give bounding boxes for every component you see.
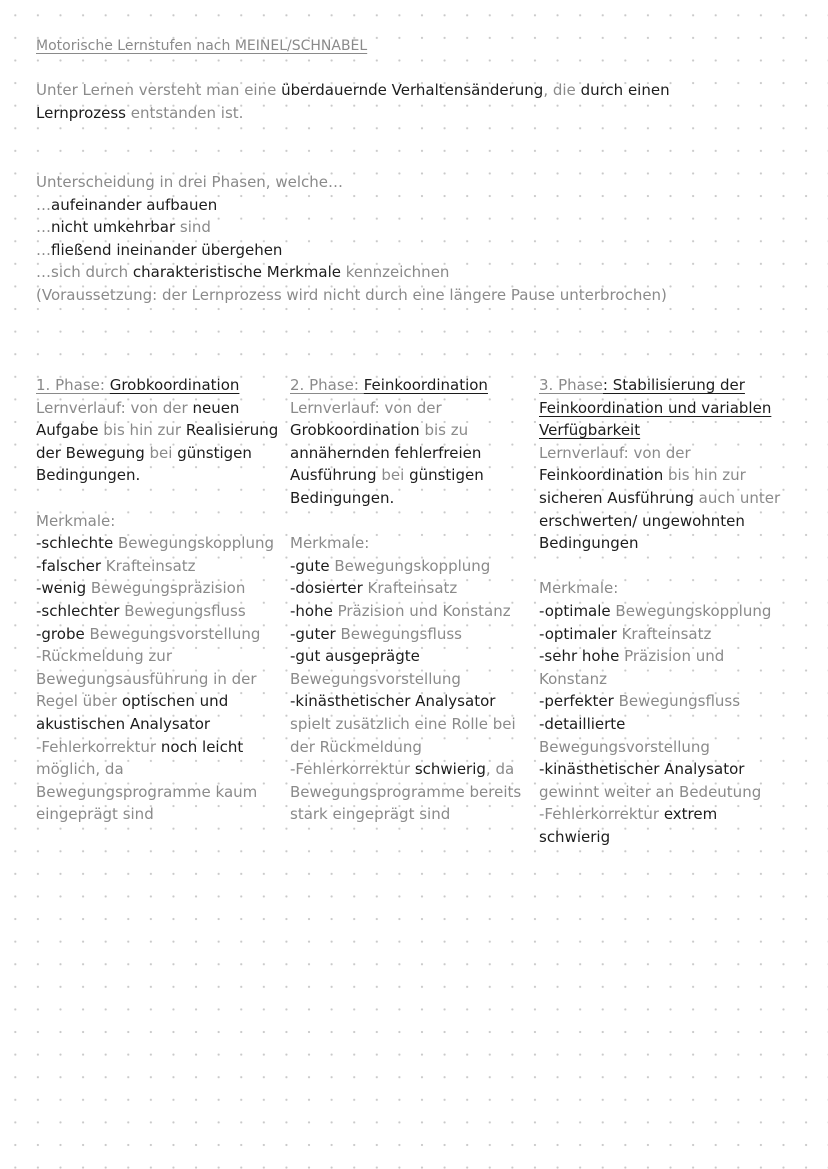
lernverlauf-text: bei bbox=[144, 443, 178, 462]
phase-name: Feinkoordination bbox=[363, 376, 488, 394]
phase-2-lernverlauf bbox=[290, 397, 528, 510]
phase-3-column bbox=[539, 374, 789, 848]
phase-property-text: kennzeichnen bbox=[341, 263, 450, 282]
merkmal-item: -Fehlerkorrektur schwierig, da Bewegungsprogramme bereits stark eingeprägt sind bbox=[290, 760, 522, 824]
phases-lead: Unterscheidung in drei Phasen, welche… bbox=[36, 173, 343, 191]
merkmal-item: -optimaler Krafteinsatz bbox=[539, 624, 712, 643]
merkmal-item: -hohe Präzision und Konstanz bbox=[290, 601, 511, 620]
lernverlauf-highlight: Realisierung der Bewegung bbox=[36, 421, 279, 462]
ellipsis: … bbox=[36, 195, 51, 214]
lernverlauf-text: Lernverlauf: von der bbox=[290, 398, 442, 417]
lernverlauf-highlight: günstigen Bedingungen. bbox=[36, 443, 252, 485]
merkmal-item: -Fehlerkorrektur noch leicht möglich, da Bewegungsprogramme kaum eingeprägt sind bbox=[36, 737, 258, 824]
merkmal-item: -sehr hohe Präzision und Konstanz bbox=[539, 647, 725, 688]
merkmal-item: -guter Bewegungsfluss bbox=[290, 624, 462, 643]
phase-3-lernverlauf bbox=[539, 442, 789, 555]
intro-text: entstanden ist. bbox=[126, 103, 244, 122]
lernverlauf-text: bis hin zur bbox=[98, 421, 186, 440]
lernverlauf-text: bei bbox=[376, 466, 410, 485]
lernverlauf-text: auch unter bbox=[693, 488, 781, 507]
merkmal-item: -detaillierte Bewegungsvorstellung bbox=[539, 714, 710, 756]
phase-1-heading bbox=[36, 374, 284, 397]
page-title: Motorische Lernstufen nach MEINEL/SCHNABEL bbox=[36, 38, 368, 54]
phase-number: 2. Phase: bbox=[290, 376, 364, 394]
phases-overview bbox=[36, 171, 796, 307]
lernverlauf-highlight: günstigen Bedingungen. bbox=[290, 466, 484, 507]
intro-highlight: überdauernde Verhaltensänderung bbox=[281, 81, 544, 99]
phase-2-column bbox=[290, 374, 528, 826]
lernverlauf-highlight: Feinkoordination bbox=[539, 466, 664, 485]
intro-text: , die bbox=[543, 81, 581, 99]
intro-highlight: durch einen Lernprozess bbox=[36, 81, 670, 122]
merkmal-item: -wenig Bewegungspräzision bbox=[36, 579, 246, 598]
ellipsis: … bbox=[36, 218, 51, 237]
phase-name: : Stabilisierung der Feinkoordination und variablen Verfügbarkeit bbox=[539, 376, 772, 440]
lernverlauf-highlight: annähernden fehlerfreien Ausführung bbox=[290, 443, 482, 485]
phase-property-highlight: nicht umkehrbar bbox=[51, 218, 176, 237]
merkmal-item: -perfekter Bewegungsfluss bbox=[539, 692, 741, 711]
prerequisite-note: (Voraussetzung: der Lernprozess wird nicht durch eine längere Pause unterbrochen) bbox=[36, 285, 667, 304]
intro-text: Unter Lernen versteht man eine bbox=[36, 81, 282, 99]
phase-2-heading bbox=[290, 374, 528, 397]
merkmal-item: -optimale Bewegungskopplung bbox=[539, 601, 772, 620]
merkmal-item: -Fehlerkorrektur extrem schwierig bbox=[539, 805, 718, 846]
lernverlauf-text: bis zu bbox=[419, 421, 469, 440]
phase-1-column bbox=[36, 374, 284, 826]
phase-property-text: …sich durch bbox=[36, 263, 133, 282]
merkmal-item: -gut ausgeprägte Bewegungsvorstellung bbox=[290, 647, 461, 688]
merkmal-item: -Rückmeldung zur Bewegungsausführung in der Regel über optischen und akustischen Analysator bbox=[36, 647, 257, 733]
merkmal-item: -schlechte Bewegungskopplung bbox=[36, 534, 274, 553]
merkmal-item: -gute Bewegungskopplung bbox=[290, 556, 491, 575]
phase-1-lernverlauf bbox=[36, 397, 284, 487]
merkmal-item: -kinästhetischer Analysator spielt zusätzlich eine Rolle bei der Rückmeldung bbox=[290, 692, 516, 756]
phase-property-text: sind bbox=[175, 218, 211, 237]
lernverlauf-highlight: Grobkoordination bbox=[290, 421, 420, 440]
phase-property-highlight: fließend ineinander übergehen bbox=[51, 240, 283, 259]
phase-property bbox=[36, 216, 796, 239]
intro-paragraph bbox=[36, 79, 716, 124]
lernverlauf-text: Lernverlauf: von der bbox=[36, 398, 193, 417]
merkmale-heading: Merkmale: bbox=[539, 579, 619, 598]
phase-number: 1. Phase: bbox=[36, 376, 110, 394]
lernverlauf-text: Lernverlauf: von der bbox=[539, 443, 691, 462]
phase-number: 3. Phase bbox=[539, 376, 603, 394]
merkmale-heading: Merkmale: bbox=[36, 511, 116, 530]
lernverlauf-highlight: sicheren Ausführung bbox=[539, 488, 694, 507]
merkmal-item: -grobe Bewegungsvorstellung bbox=[36, 624, 261, 643]
phase-property bbox=[36, 261, 796, 284]
phase-property bbox=[36, 239, 796, 262]
ellipsis: … bbox=[36, 240, 51, 259]
merkmale-heading: Merkmale: bbox=[290, 534, 370, 553]
merkmal-item: -schlechter Bewegungsfluss bbox=[36, 601, 246, 620]
lernverlauf-text: bis hin zur bbox=[663, 466, 746, 485]
merkmal-item: -kinästhetischer Analysator gewinnt weiter an Bedeutung bbox=[539, 760, 762, 801]
merkmal-item: -falscher Krafteinsatz bbox=[36, 556, 196, 575]
phase-property-highlight: aufeinander aufbauen bbox=[51, 195, 218, 214]
merkmal-item: -dosierter Krafteinsatz bbox=[290, 579, 458, 598]
phase-property-highlight: charakteristische Merkmale bbox=[132, 263, 341, 282]
phase-property bbox=[36, 194, 796, 217]
lernverlauf-highlight: erschwerten/ ungewohnten Bedingungen bbox=[539, 511, 745, 553]
phase-3-heading bbox=[539, 374, 789, 442]
lernverlauf-highlight: neuen Aufgabe bbox=[36, 398, 240, 440]
phase-name: Grobkoordination bbox=[109, 376, 240, 394]
